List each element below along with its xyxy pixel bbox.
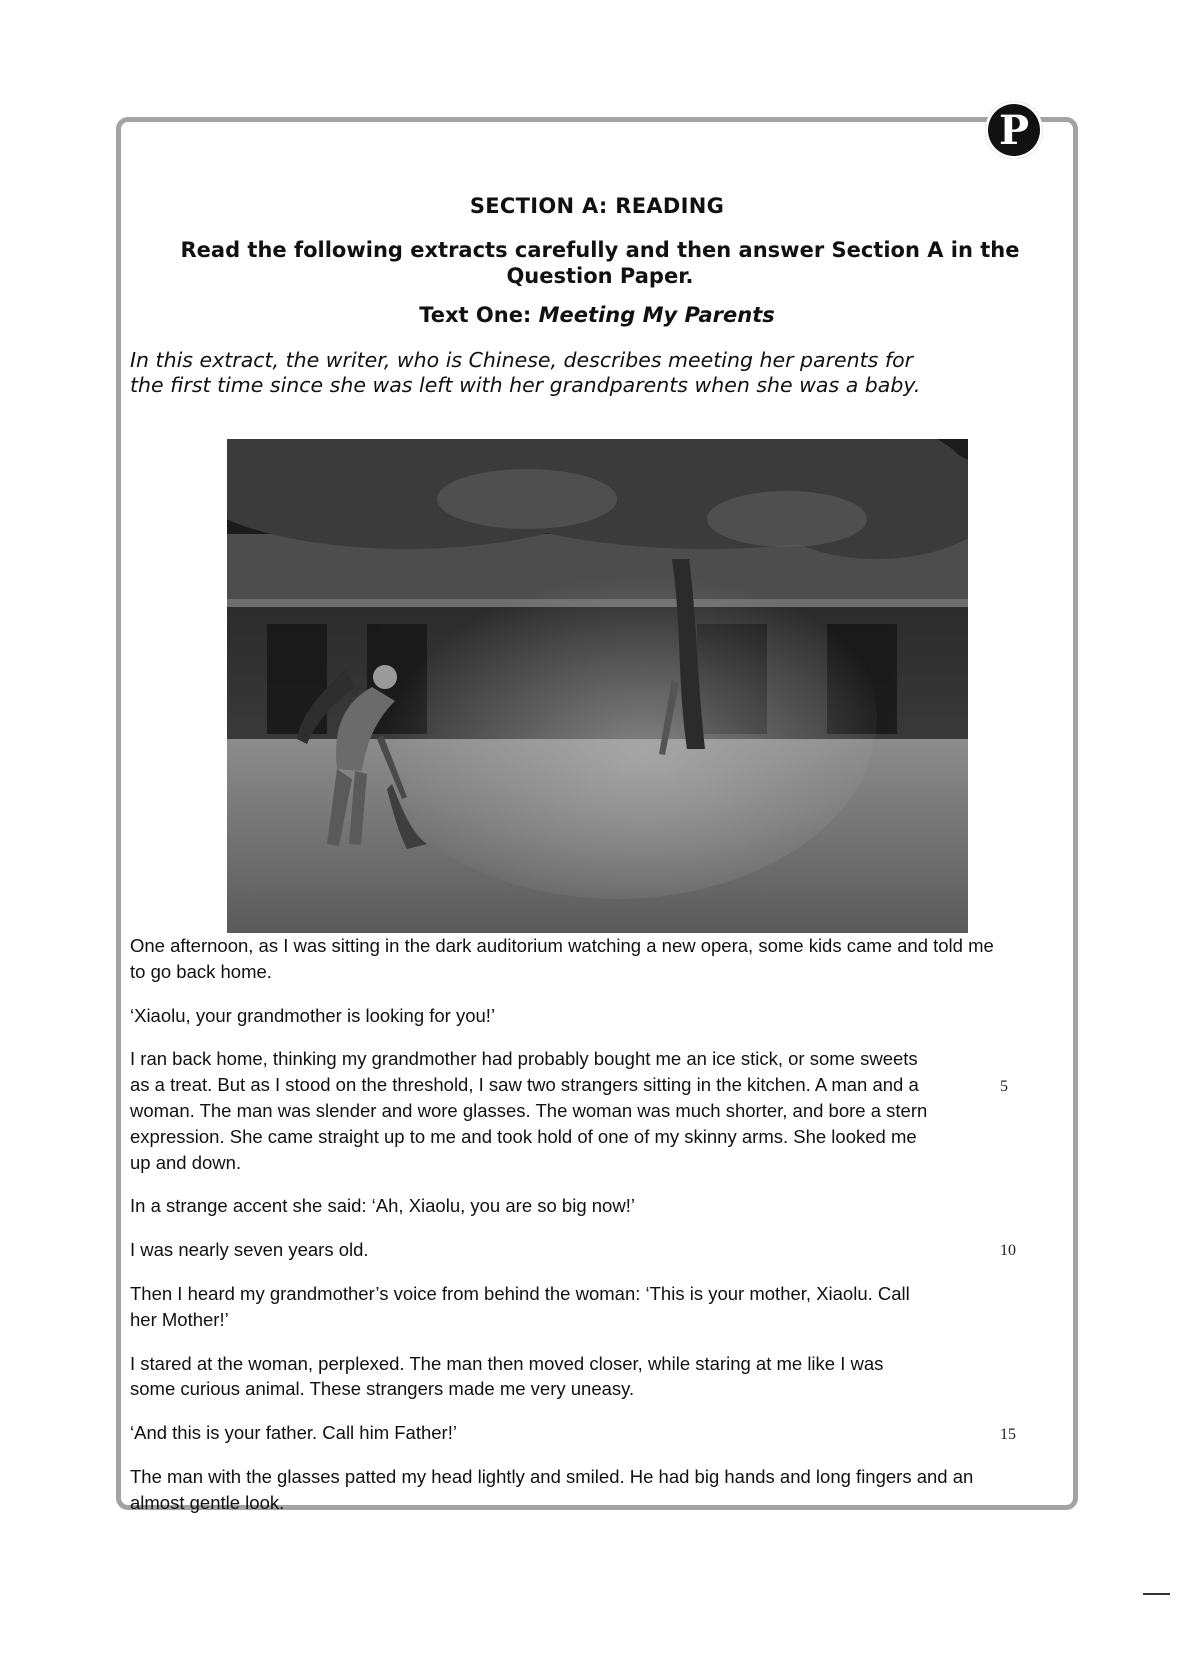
paragraph: Then I heard my grandmother’s voice from behind the woman: ‘This is your mother, Xiaolu. Call her Mother!’ bbox=[130, 1282, 910, 1330]
publisher-logo-icon bbox=[985, 101, 1043, 159]
intro-text: In this extract, the writer, who is Chinese, describes meeting her parents for the first time since she was left with her grandparents when she was a baby. bbox=[130, 348, 921, 397]
text-title bbox=[116, 303, 1078, 327]
extract-passage bbox=[130, 933, 1010, 1534]
footer-dash bbox=[1143, 1593, 1170, 1595]
text-label: Text One: bbox=[419, 303, 532, 327]
instruction-text: Read the following extracts carefully and then answer Section A in the Question Paper. bbox=[180, 238, 1020, 288]
logo-letter: P bbox=[998, 106, 1030, 154]
text-name: Meeting My Parents bbox=[538, 303, 775, 327]
paragraph: In a strange accent she said: ‘Ah, Xiaolu, you are so big now!’ bbox=[130, 1195, 635, 1217]
paragraph: The man with the glasses patted my head lightly and smiled. He had big hands and long fingers and an almost gentle look. bbox=[130, 1465, 974, 1513]
section-title: SECTION A: READING bbox=[469, 194, 725, 218]
line-number: 15 bbox=[1000, 1426, 1016, 1443]
paragraph: ‘And this is your father. Call him Father!’ bbox=[130, 1422, 457, 1444]
line-number: 10 bbox=[1000, 1242, 1016, 1259]
paragraph: I was nearly seven years old. bbox=[130, 1239, 369, 1261]
photo-old-man-sweeping bbox=[227, 439, 968, 933]
paragraph: One afternoon, as I was sitting in the dark auditorium watching a new opera, some kids came and told me to go back home. bbox=[130, 935, 994, 982]
paragraph: I stared at the woman, perplexed. The man then moved closer, while staring at me like I was some curious animal. These strangers made me very uneasy. bbox=[130, 1352, 884, 1400]
paragraph: I ran back home, thinking my grandmother had probably bought me an ice stick, or some sweets as a treat. But as I stood on the threshold, I saw two strangers sitting in the kitchen. A man and a woman. The man was slender and wore glasses. The woman was much shorter, and bore a stern expression. She came straight up to me and took hold of one of my skinny arms. She looked me up and down. bbox=[130, 1048, 928, 1173]
paragraph: ‘Xiaolu, your grandmother is looking for you!’ bbox=[130, 1004, 496, 1026]
line-number: 5 bbox=[1000, 1078, 1008, 1095]
